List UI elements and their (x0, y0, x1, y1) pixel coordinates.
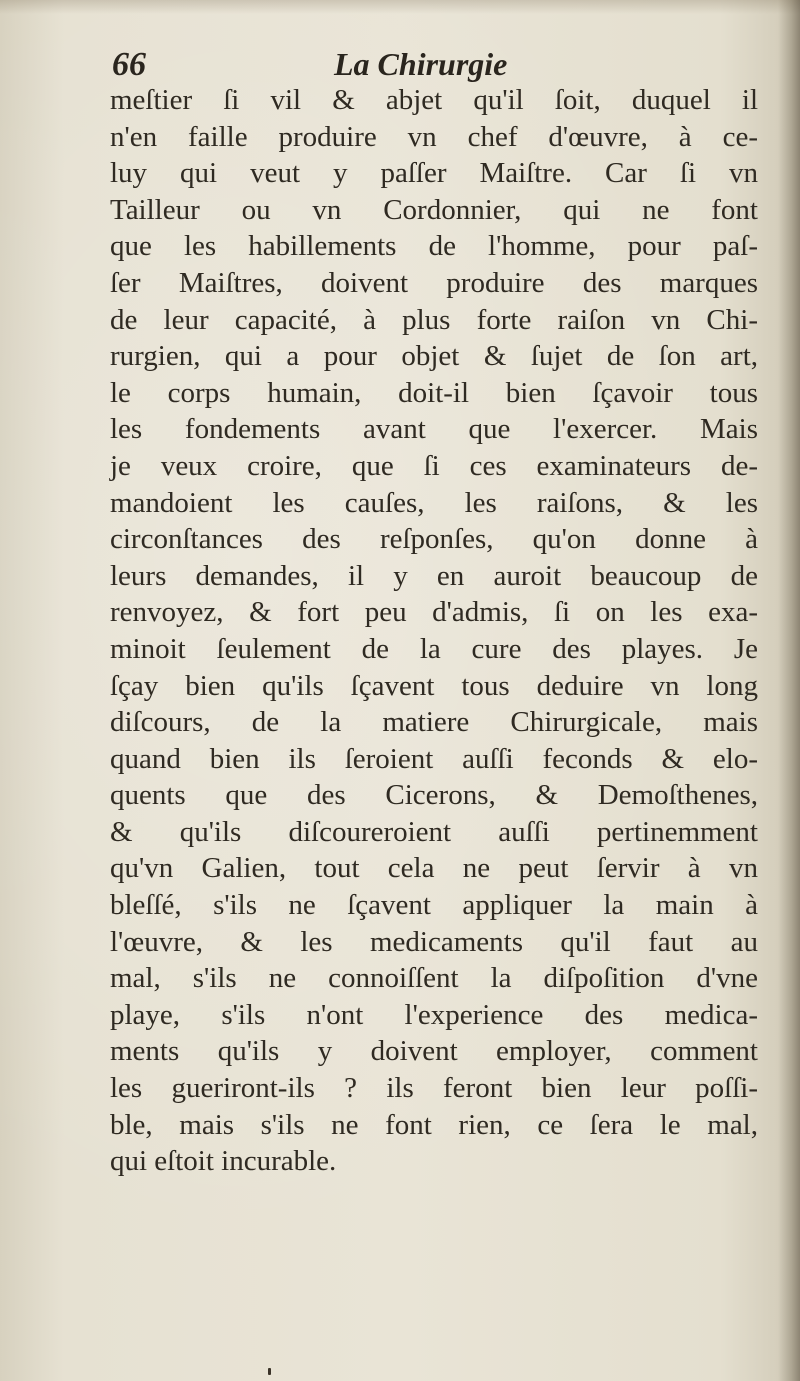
text-line: leurs demandes, il y en auroit beaucoup de (110, 559, 758, 592)
body-text (110, 82, 758, 1180)
text-line: je veux croire, que ſi ces examinateurs de- (110, 449, 758, 482)
text-line: ble, mais s'ils ne font rien, ce ſera le mal, (110, 1108, 758, 1141)
text-line: minoit ſeulement de la cure des playes. Je (110, 632, 758, 665)
text-line: bleſſé, s'ils ne ſçavent appliquer la main à (110, 889, 758, 922)
text-line: renvoyez, & fort peu d'admis, ſi on les exa- (110, 596, 758, 629)
text-line: qui eſtoit incurable. (110, 1145, 337, 1178)
text-line: ments qu'ils y doivent employer, comment (110, 1035, 758, 1068)
text-line: l'œuvre, & les medicaments qu'il faut au (110, 925, 758, 958)
text-line: les gueriront-ils ? ils feront bien leur poſſi- (110, 1072, 758, 1105)
text-line: ſer Maiſtres, doivent produire des marques (110, 266, 758, 299)
running-head: La Chirurgie (334, 46, 508, 82)
text-line: Tailleur ou vn Cordonnier, qui ne font (110, 193, 758, 226)
ink-speck (268, 1368, 271, 1375)
page-top-edge (0, 0, 800, 14)
text-line: meſtier ſi vil & abjet qu'il ſoit, duquel il (110, 84, 758, 116)
text-line: mal, s'ils ne connoiſſent la diſpoſition d'vne (110, 962, 758, 995)
page-gutter-shadow (778, 0, 800, 1381)
text-line: luy qui veut y paſſer Maiſtre. Car ſi vn (110, 157, 758, 190)
text-line: qu'vn Galien, tout cela ne peut ſervir à vn (110, 852, 758, 885)
text-line: que les habillements de l'homme, pour paſ- (110, 230, 758, 263)
text-line: playe, s'ils n'ont l'experience des medica- (110, 998, 758, 1031)
text-line: circonſtances des reſponſes, qu'on donne à (110, 523, 758, 556)
text-line: le corps humain, doit-il bien ſçavoir tous (110, 376, 758, 409)
text-line: & qu'ils diſcoureroient auſſi pertinemment (110, 815, 758, 848)
text-line: quand bien ils ſeroient auſſi feconds & elo- (110, 742, 758, 775)
text-line: les fondements avant que l'exercer. Mais (110, 413, 758, 446)
text-line: quents que des Cicerons, & Demoſthenes, (110, 779, 758, 812)
page-number: 66 (112, 46, 146, 83)
text-line: ſçay bien qu'ils ſçavent tous deduire vn long (110, 669, 758, 702)
text-line: rurgien, qui a pour objet & ſujet de ſon art, (110, 340, 758, 373)
text-line: de leur capacité, à plus forte raiſon vn Chi- (110, 303, 758, 336)
text-line: diſcours, de la matiere Chirurgicale, mais (110, 706, 758, 739)
text-line: mandoient les cauſes, les raiſons, & les (110, 486, 758, 519)
text-line: n'en faille produire vn chef d'œuvre, à ce- (110, 120, 758, 153)
